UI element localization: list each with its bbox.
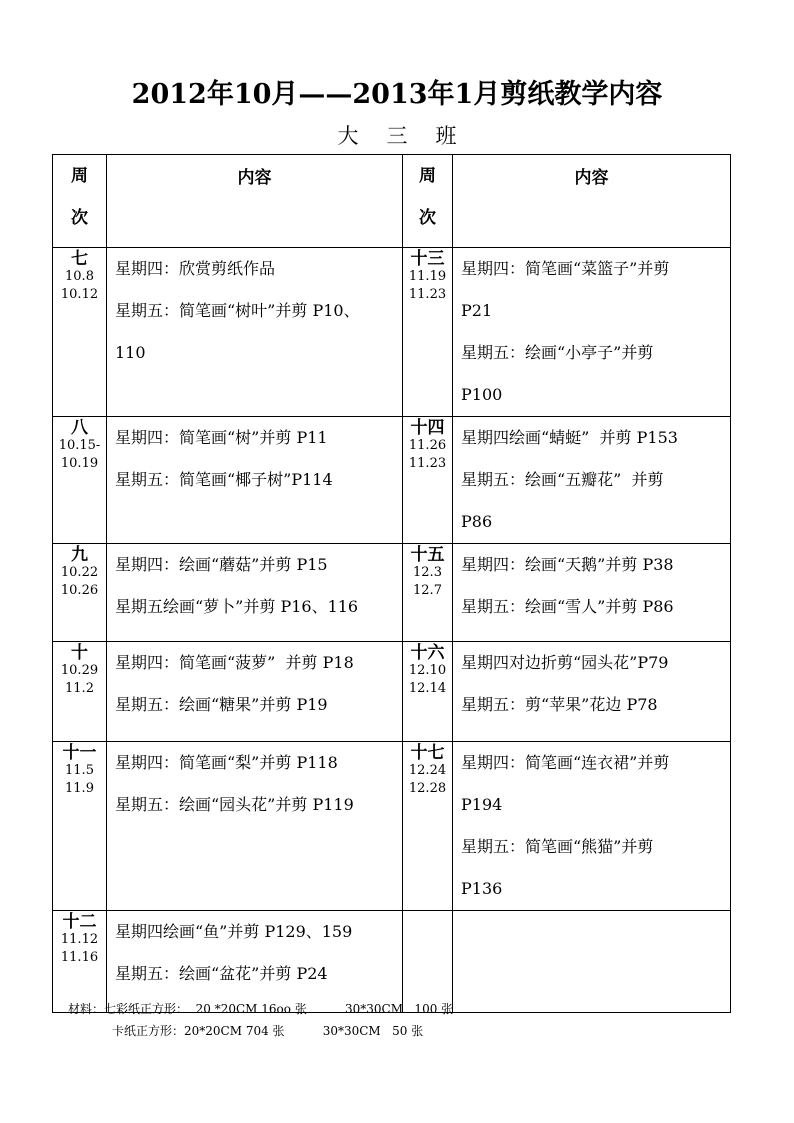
content-cell (107, 642, 403, 742)
week-number: 十四 (410, 418, 445, 438)
class-name-char: 三 (386, 124, 408, 148)
week-date: 11.2 (65, 681, 94, 696)
content-line: 星期四：简笔画“菠萝” 并剪 P18 (115, 653, 354, 672)
week-date: 11.9 (65, 781, 94, 796)
week-date: 10.29 (60, 663, 99, 678)
week-date: 12.24 (408, 763, 447, 778)
content-line: 星期四：简笔画“树”并剪 P11 (115, 428, 328, 447)
header-content-left: 内容 (107, 155, 403, 248)
class-name-char: 班 (435, 124, 457, 148)
content-line: 星期四对边折剪“园头花”P79 (461, 653, 669, 672)
content-line: 星期五：绘画“小亭子”并剪 (461, 343, 654, 362)
week-date: 11.23 (408, 456, 447, 471)
content-cell (453, 248, 731, 417)
content-cell (107, 417, 403, 544)
content-line: P194 (461, 795, 503, 814)
week-date: 10.15- (58, 438, 101, 453)
content-line: 星期四：绘画“天鹅”并剪 P38 (461, 555, 674, 574)
content-line: 星期四：简笔画“梨”并剪 P118 (115, 753, 338, 772)
week-number: 七 (71, 249, 88, 269)
schedule-table (52, 154, 731, 1013)
content-line: 110 (115, 343, 146, 362)
materials-line-2 (68, 1020, 453, 1042)
week-date: 11.12 (60, 932, 99, 947)
week-cell (403, 248, 453, 417)
week-number: 十三 (410, 249, 445, 269)
materials-label: 材料： (68, 1002, 105, 1016)
week-date: 12.3 (413, 565, 442, 580)
week-cell (53, 642, 107, 742)
header-week-char: 周 (419, 166, 436, 186)
materials-note (68, 998, 453, 1042)
content-cell (453, 544, 731, 642)
content-line: P136 (461, 879, 503, 898)
content-line: P21 (461, 301, 493, 320)
header-week-char: 次 (419, 208, 436, 228)
week-date: 11.5 (65, 763, 94, 778)
class-name-char: 大 (337, 124, 359, 148)
content-cell (107, 742, 403, 911)
page-title: 2012年10月——2013年1月剪纸教学内容 (131, 79, 663, 110)
week-number: 十二 (62, 912, 97, 932)
header-week-char: 次 (71, 208, 88, 228)
week-number: 十 (71, 643, 88, 663)
week-cell (403, 642, 453, 742)
table-row (53, 742, 731, 911)
content-line: 星期五：绘画“糖果”并剪 P19 (115, 695, 328, 714)
week-date: 10.12 (60, 287, 99, 302)
week-date: 11.16 (60, 950, 99, 965)
week-number: 十五 (410, 545, 445, 565)
content-line: 星期五：绘画“园头花”并剪 P119 (115, 795, 354, 814)
content-cell (453, 911, 731, 1013)
week-date: 10.8 (65, 269, 94, 284)
materials-item: 30*30CM 50 张 (322, 1024, 424, 1038)
week-cell (53, 248, 107, 417)
week-date: 12.14 (408, 681, 447, 696)
content-line: 星期四：简笔画“连衣裙”并剪 (461, 753, 670, 772)
content-cell (453, 642, 731, 742)
content-cell (107, 248, 403, 417)
week-cell (403, 544, 453, 642)
week-date: 10.22 (60, 565, 99, 580)
week-number: 十六 (410, 643, 445, 663)
content-cell (453, 742, 731, 911)
content-line: P86 (461, 512, 493, 531)
week-date: 11.26 (408, 438, 447, 453)
table-header-row (53, 155, 731, 248)
content-line: 星期五：简笔画“熊猫”并剪 (461, 837, 654, 856)
content-line: 星期四：简笔画“菜篮子”并剪 (461, 259, 670, 278)
content-line: 星期五：绘画“五瓣花” 并剪 (461, 470, 664, 489)
week-number: 八 (71, 418, 88, 438)
week-date: 11.23 (408, 287, 447, 302)
header-week-right (403, 155, 453, 248)
class-name (0, 120, 794, 150)
table-row (53, 248, 731, 417)
week-date: 10.19 (60, 456, 99, 471)
table-row (53, 642, 731, 742)
week-number: 九 (71, 545, 88, 565)
content-line: 星期五：剪“苹果”花边 P78 (461, 695, 658, 714)
week-cell (403, 417, 453, 544)
content-line: 星期四绘画“蜻蜓” 并剪 P153 (461, 428, 678, 447)
week-date: 10.26 (60, 583, 99, 598)
content-line: 星期五：简笔画“椰子树”P114 (115, 470, 333, 489)
week-cell (53, 742, 107, 911)
materials-line-1 (68, 998, 453, 1020)
week-number: 十一 (62, 743, 97, 763)
materials-item: 30*30CM 100 张 (344, 1002, 454, 1016)
content-line: P100 (461, 385, 503, 404)
materials-item: 卡纸正方形：20*20CM 704 张 (112, 1024, 285, 1038)
content-line: 星期五绘画“萝卜”并剪 P16、116 (115, 597, 359, 616)
header-week-left (53, 155, 107, 248)
header-week-char: 周 (71, 166, 88, 186)
content-line: 星期五：简笔画“树叶”并剪 P10、 (115, 301, 360, 320)
content-cell (453, 417, 731, 544)
content-cell (107, 544, 403, 642)
table-row (53, 544, 731, 642)
week-date: 11.19 (408, 269, 447, 284)
week-number: 十七 (410, 743, 445, 763)
week-date: 12.10 (408, 663, 447, 678)
week-cell (53, 417, 107, 544)
week-cell (403, 742, 453, 911)
week-cell (53, 544, 107, 642)
week-date: 12.28 (408, 781, 447, 796)
week-number (403, 911, 452, 913)
content-line: 星期四绘画“鱼”并剪 P129、159 (115, 922, 353, 941)
content-line: 星期四：欣赏剪纸作品 (115, 259, 276, 278)
content-line: 星期五：绘画“盆花”并剪 P24 (115, 964, 328, 983)
content-line: 星期四：绘画“蘑菇”并剪 P15 (115, 555, 328, 574)
week-date: 12.7 (413, 583, 442, 598)
content-line: 星期五：绘画“雪人”并剪 P86 (461, 597, 674, 616)
schedule-body (53, 248, 731, 1013)
materials-item: 七彩纸正方形： 20 *20CM 16oo 张 (104, 1002, 307, 1016)
table-row (53, 417, 731, 544)
header-content-right: 内容 (453, 155, 731, 248)
